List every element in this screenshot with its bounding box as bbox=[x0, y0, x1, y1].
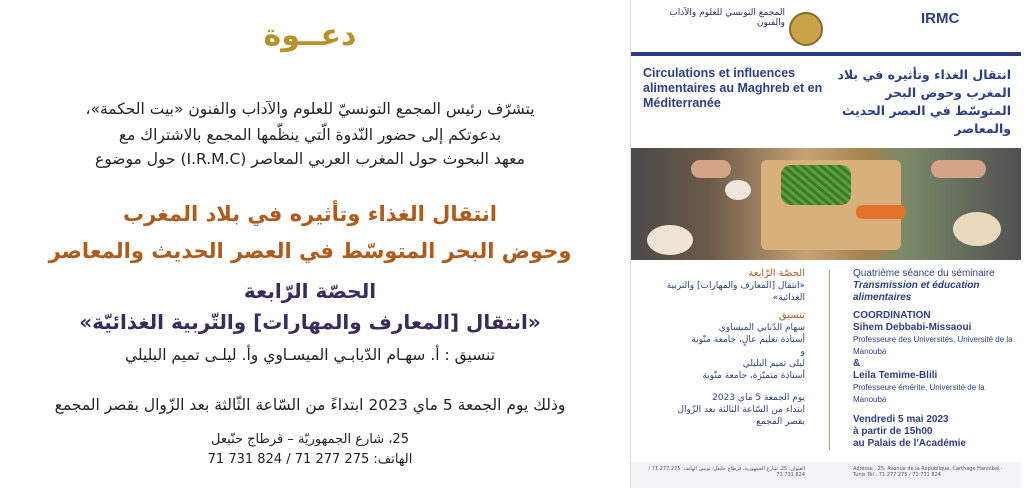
fr-place: au Palais de l'Académie bbox=[853, 438, 966, 449]
poster-details-fr bbox=[853, 268, 1013, 450]
topic-line-2: وحوض البحر المتوسّط في العصر الحديث والمعاصر bbox=[48, 239, 572, 263]
academy-seal-icon bbox=[789, 12, 823, 46]
ar-person1-role: أستاذة تعليم عالٍ، جامعة منّوبة bbox=[691, 335, 805, 345]
mushrooms bbox=[725, 180, 751, 200]
date-line: وذلك يوم الجمعة 5 ماي 2023 ابتداءً من السّاعة الثّالثة بعد الزّوال بقصر المجمع bbox=[54, 396, 566, 414]
ar-place: بقصر المجمع bbox=[756, 417, 805, 427]
ar-date: يوم الجمعة 5 ماي 2023 bbox=[712, 393, 805, 403]
fr-date: Vendredi 5 mai 2023 bbox=[853, 414, 949, 425]
bowl-right bbox=[953, 212, 1001, 246]
poster-title-fr: Circulations et influences alimentaires au Maghreb et en Méditerranée bbox=[643, 66, 823, 110]
fr-person1-role: Professeure des Universités, Université de la Manouba bbox=[853, 335, 1013, 356]
ar-amp: و bbox=[800, 347, 805, 357]
fr-person2-role: Professeure émérite, Université de la Manouba bbox=[853, 383, 985, 404]
footer-fr: Adresse : 25, Avenue de la République, Carthage Hannibal - Tunis Tél : 71 277 275 / 71 731 824 bbox=[853, 466, 1003, 478]
green-beans bbox=[781, 165, 851, 205]
footer-ar: العنوان: 25، شارع الجمهورية، قرطاج حنّبعل، تونس الهاتف: 275 277 71 / 824 731 71 bbox=[648, 466, 805, 478]
topic-line-1: انتقال الغذاء وتأثيره في بلاد المغرب bbox=[123, 202, 497, 226]
fr-time: à partir de 15h00 bbox=[853, 426, 933, 437]
fr-theme: Transmission et éducation alimentaires bbox=[853, 280, 980, 303]
ar-coord-label: تنسيق bbox=[778, 310, 805, 321]
irmc-logo-text: IRMC bbox=[921, 10, 960, 27]
ar-session: الحصّة الرّابعة bbox=[748, 268, 805, 279]
intro-line-3: معهد البحوث حول المغرب العربي المعاصر (I.R.M.C) حول موضوع bbox=[95, 150, 525, 168]
fr-coord-label: COORDINATION bbox=[853, 310, 931, 321]
irmc-logo bbox=[921, 10, 1007, 44]
coordination-line: تنسيق : أ. سهـام الدّبابـي الميسـاوي وأ. ليلـى تميم البليلي bbox=[124, 346, 496, 364]
invitation-title: دعــوة bbox=[263, 18, 357, 53]
intro-line-1: يتشرّف رئيس المجمع التونسيّ للعلوم والآداب والفنون «بيت الحكمة»، bbox=[85, 100, 535, 118]
hand-left bbox=[691, 160, 731, 178]
ar-person2: ليلى تميم البليلي bbox=[742, 359, 805, 369]
ar-theme: «انتقال [المعارف والمهارات] والتربية الغذائية» bbox=[666, 281, 805, 303]
academy-logo-text: المجمع التونسي للعلوم والآداب والفنون bbox=[669, 8, 785, 28]
phone-line: الهاتف: 275 277 71 / 824 731 71 bbox=[207, 452, 413, 467]
poster-footer bbox=[631, 462, 1021, 488]
intro-line-2: بدعوتكم إلى حضور النّدوة الّتي ينظّمها المجمع بالاشتراك مع bbox=[118, 126, 502, 144]
fr-amp: & bbox=[853, 358, 861, 369]
event-poster bbox=[630, 0, 1021, 488]
bowl-left bbox=[647, 225, 693, 255]
carrots bbox=[856, 205, 906, 219]
header-band bbox=[631, 52, 1021, 56]
session-title: «انتقال [المعارف والمهارات] والتّربية الغذائيّة» bbox=[79, 310, 541, 334]
fr-person1: Sihem Debbabi-Missaoui bbox=[853, 322, 972, 333]
poster-details-ar bbox=[645, 268, 805, 428]
ar-time: ابتداء من السّاعة الثالثة بعد الزّوال bbox=[677, 405, 805, 415]
poster-header bbox=[631, 0, 1021, 56]
ar-person1: سهام الدّبابي الميساوي bbox=[718, 323, 805, 333]
column-divider bbox=[829, 270, 830, 450]
hand-right bbox=[931, 160, 986, 178]
poster-title-ar: انتقال الغذاء وتأثيره في بلاد المغرب وحوض البحر المتوسّط في العصر الحديث والمعاصر bbox=[837, 67, 1011, 136]
fr-person2: Leila Temime-Blili bbox=[853, 370, 938, 381]
fr-session: Quatrième séance du séminaire bbox=[853, 268, 995, 279]
ar-person2-role: أستاذة متميّزة، جامعة منّوبة bbox=[702, 371, 805, 381]
session-label: الحصّة الرّابعة bbox=[243, 279, 377, 303]
address-line: 25، شارع الجمهوريّة – قرطاج حنّبعل bbox=[211, 432, 409, 447]
